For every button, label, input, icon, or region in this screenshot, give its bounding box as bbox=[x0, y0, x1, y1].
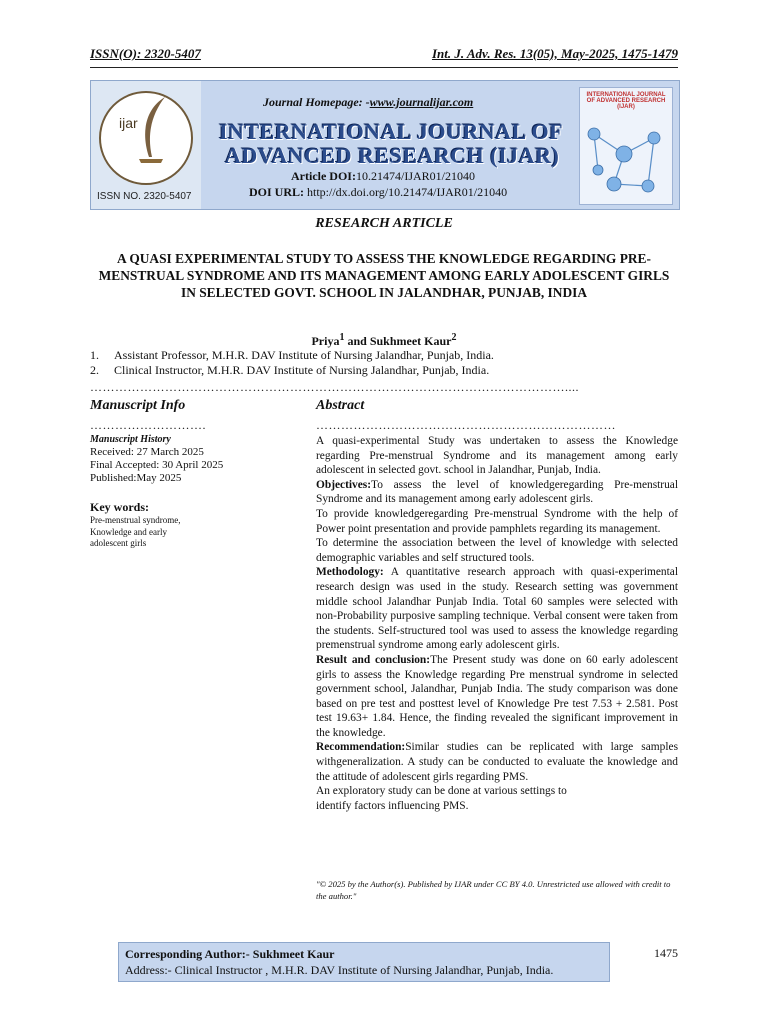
journal-title-line2: ADVANCED RESEARCH (IJAR) bbox=[225, 143, 560, 168]
abstract-result bbox=[316, 653, 678, 741]
abstract-body bbox=[316, 434, 678, 813]
logo-text: ijar bbox=[119, 115, 138, 131]
article-title: A QUASI EXPERIMENTAL STUDY TO ASSESS THE KNOWLEDGE REGARDING PRE-MENSTRUAL SYNDROME AND ITS MANAGEMENT AMONG EARLY ADOLESCENT GIRLS IN SELECTED GOVT. SCHOOL IN JALANDHAR, PUNJAB, INDIA bbox=[98, 251, 670, 300]
abstract-recommendation bbox=[316, 740, 678, 784]
recommendation-text: Similar studies can be replicated with large samples withgeneralization. A study can be conducted to evaluate the knowledge and the attitude of adolescent girls regarding PMS. bbox=[316, 741, 678, 783]
homepage-link[interactable]: www.journalijar.com bbox=[369, 95, 474, 109]
manuscript-dates bbox=[90, 446, 223, 485]
doi-url bbox=[249, 185, 507, 200]
result-label: Result and conclusion: bbox=[316, 653, 431, 666]
article-type: RESEARCH ARTICLE bbox=[315, 216, 453, 231]
affiliations bbox=[90, 348, 678, 378]
affiliation-item bbox=[90, 363, 678, 378]
journal-banner bbox=[90, 80, 680, 210]
abstract-rec-3: identify factors influencing PMS. bbox=[316, 799, 469, 812]
abstract-methodology bbox=[316, 565, 678, 653]
published-date: Published:May 2025 bbox=[90, 472, 182, 484]
affiliation-text: Assistant Professor, M.H.R. DAV Institute of Nursing Jalandhar, Punjab, India. bbox=[114, 348, 494, 362]
doi-url-value[interactable]: http://dx.doi.org/10.21474/IJAR01/21040 bbox=[307, 185, 508, 199]
recommendation-label: Recommendation: bbox=[316, 741, 406, 754]
author-2: Sukhmeet Kaur bbox=[369, 334, 452, 348]
journal-cover-image bbox=[579, 87, 673, 205]
article-doi bbox=[291, 169, 475, 184]
page-number: 1475 bbox=[654, 946, 678, 960]
doi-label: Article DOI: bbox=[291, 169, 356, 183]
logo-panel bbox=[91, 81, 201, 209]
manuscript-info-dots: ………………………. bbox=[90, 418, 206, 432]
doi-url-label: DOI URL: bbox=[249, 185, 305, 199]
logo-issn: ISSN NO. 2320-5407 bbox=[97, 191, 192, 202]
manuscript-history-label: Manuscript History bbox=[90, 434, 171, 445]
corresponding-author-address: Address:- Clinical Instructor , M.H.R. DAV Institute of Nursing Jalandhar, Punjab, India. bbox=[125, 963, 554, 977]
journal-homepage bbox=[263, 95, 473, 110]
affiliation-num: 2. bbox=[90, 363, 99, 377]
journal-title-line1: INTERNATIONAL JOURNAL OF bbox=[219, 119, 564, 144]
methodology-text: A quantitative research approach with quasi-experimental research design was used in the study. Research setting was government middle school Jalandhar Punjab India. Total 60 samples were selected with non-Probability purposive sampling technique. Verbal consent were taken from the students. Self-structured tool was used to assess the knowledge regarding premenstrual syndrome among early adolescent girls. bbox=[316, 566, 678, 652]
manuscript-info-heading: Manuscript Info bbox=[90, 398, 186, 413]
accepted-date: Final Accepted: 30 April 2025 bbox=[90, 459, 224, 471]
abstract-dots: ……………………………………………………………… bbox=[316, 418, 616, 432]
objectives-label: Objectives: bbox=[316, 478, 372, 491]
abstract-objectives bbox=[316, 478, 678, 507]
abstract-intro: A quasi-experimental Study was undertaken to assess the Knowledge regarding Pre-menstrual Syndrome and its management among early adolescent in selected govt. school in Jalandhar, Punjab, India. bbox=[316, 435, 678, 477]
author-2-sup: 2 bbox=[451, 332, 457, 343]
homepage-label: Journal Homepage: - bbox=[263, 95, 370, 109]
corresponding-author-name: Corresponding Author:- Sukhmeet Kaur bbox=[125, 947, 335, 961]
abstract-rec-2: An exploratory study can be done at various settings to bbox=[316, 785, 567, 798]
separator-dots: …………………………………………………………………………………………………….... bbox=[90, 380, 579, 394]
cover-title: INTERNATIONAL JOURNAL OF ADVANCED RESEARCH (IJAR) bbox=[586, 92, 666, 110]
author-line bbox=[0, 332, 768, 349]
doi-value: 10.21474/IJAR01/21040 bbox=[355, 169, 475, 183]
methodology-label: Methodology: bbox=[316, 566, 384, 579]
license-note: "© 2025 by the Author(s). Published by IJAR under CC BY 4.0. Unrestricted use allowed with credit to the author." bbox=[316, 879, 671, 901]
keywords-label: Key words: bbox=[90, 500, 149, 514]
author-and: and bbox=[344, 334, 370, 348]
header-rule bbox=[90, 67, 678, 68]
corresponding-author-box bbox=[118, 942, 610, 982]
affiliation-item bbox=[90, 348, 678, 363]
author-1-sup: 1 bbox=[339, 332, 345, 343]
author-1: Priya bbox=[311, 334, 340, 348]
citation-header: Int. J. Adv. Res. 13(05), May-2025, 1475-1479 bbox=[431, 46, 678, 61]
abstract-objective-2: To provide knowledgeregarding Pre-menstrual Syndrome with the help of Power point presentation and provide pamphlets regarding its management. bbox=[316, 507, 678, 535]
objectives-text: To assess the level of knowledgeregarding Pre-menstrual Syndrome and its management among early adolescent girls. bbox=[316, 478, 678, 506]
affiliation-text: Clinical Instructor, M.H.R. DAV Institute of Nursing Jalandhar, Punjab, India. bbox=[114, 363, 490, 377]
abstract-heading: Abstract bbox=[316, 398, 365, 413]
keywords-text: Pre-menstrual syndrome, Knowledge and early adolescent girls bbox=[90, 515, 181, 548]
molecule-graphic bbox=[584, 114, 668, 200]
received-date: Received: 27 March 2025 bbox=[90, 446, 204, 458]
result-text: The Present study was done on 60 early adolescent girls to assess the Knowledge regarding Pre menstrual syndrome in selected government school, Jalandhar, Punjab India. The study comparison was done based on pre test and posttest level of Knowledge Pre test 7.53 + 2.581. Post test 19.63+ 1.84. Hence, the finding revealed the significant improvement in the knowledge. bbox=[316, 653, 678, 739]
quill-icon bbox=[135, 95, 169, 165]
abstract-objective-3: To determine the association between the level of knowledge with selected demographic variables and self structured tools. bbox=[316, 537, 678, 564]
issn-header: ISSN(O): 2320-5407 bbox=[90, 46, 201, 61]
affiliation-num: 1. bbox=[90, 348, 99, 362]
